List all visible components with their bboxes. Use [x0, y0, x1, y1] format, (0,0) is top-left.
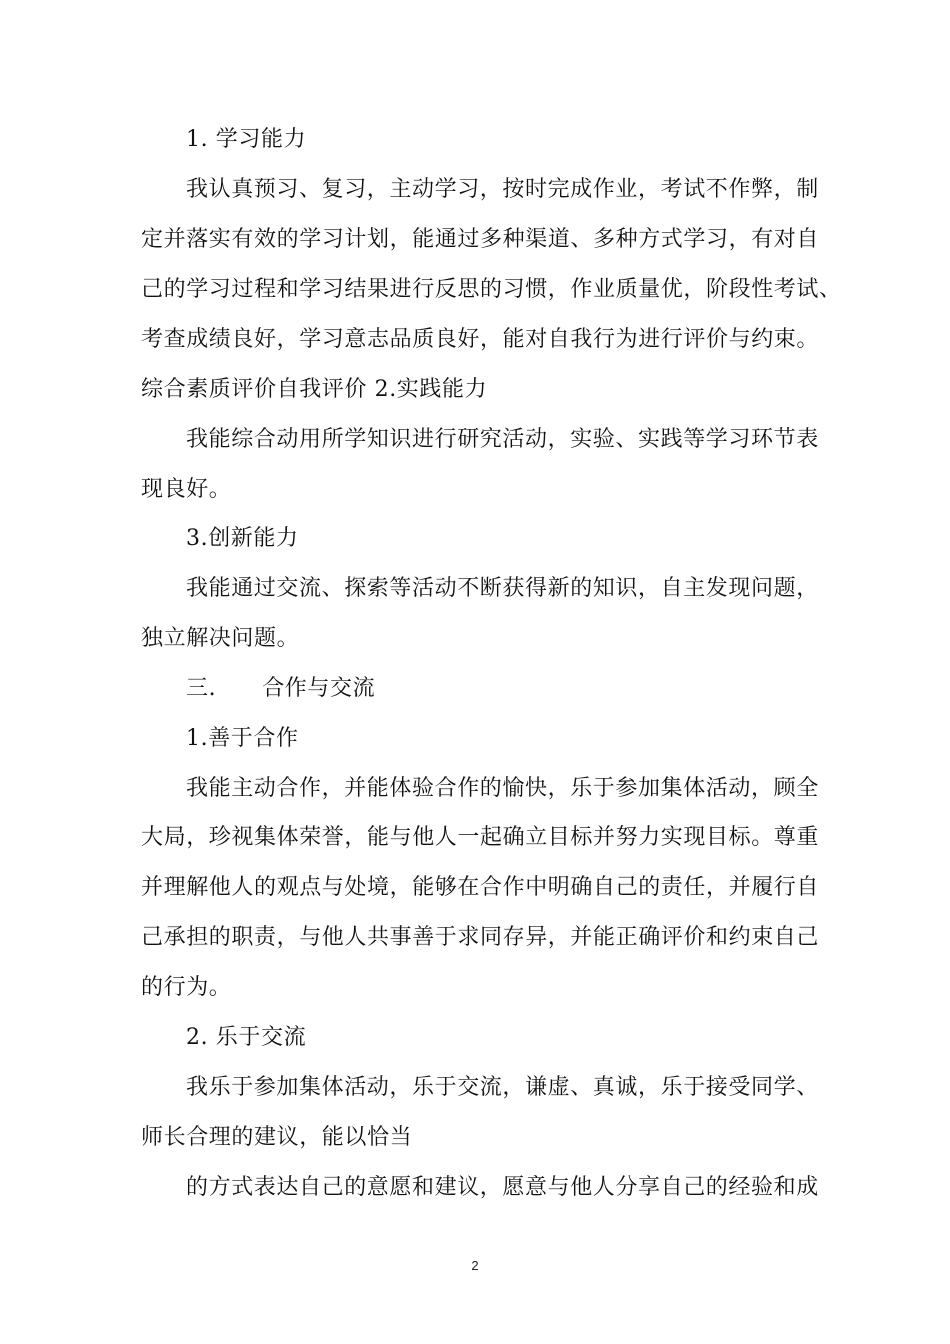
paragraph-line: 综合素质评价自我评价 2.实践能力: [141, 377, 488, 402]
paragraph-line: 考查成绩良好，学习意志品质良好，能对自我行为进行评价与约束。: [141, 327, 820, 352]
paragraph-line: 我能综合动用所学知识进行研究活动，实验、实践等学习环节表: [186, 427, 819, 452]
paragraph-line: 并理解他人的观点与处境，能够在合作中明确自己的责任，并履行自: [141, 875, 820, 900]
paragraph-line: 己承担的职责，与他人共事善于求同存异，并能正确评价和约束自己: [141, 925, 820, 950]
paragraph-line: 大局，珍视集体荣誉，能与他人一起确立目标并努力实现目标。尊重: [141, 825, 820, 850]
paragraph-line: 的方式表达自己的意愿和建议，愿意与他人分享自己的经验和成: [186, 1175, 819, 1200]
heading-innovation-ability: 3.创新能力: [186, 526, 299, 551]
paragraph-line: 我能主动合作，并能体验合作的愉快，乐于参加集体活动，顾全: [186, 776, 819, 801]
heading-learning-ability: 1. 学习能力: [186, 127, 307, 152]
paragraph-line: 我乐于参加集体活动，乐于交流，谦虚、真诚，乐于接受同学、: [186, 1075, 819, 1100]
paragraph-line: 定并落实有效的学习计划，能通过多种渠道、多种方式学习，有对自: [141, 227, 820, 252]
paragraph-line: 独立解决问题。: [141, 626, 300, 651]
heading-cooperation: 1.善于合作: [186, 726, 299, 751]
paragraph-line: 我能通过交流、探索等活动不断获得新的知识，自主发现问题，: [186, 576, 819, 601]
heading-communication: 2. 乐于交流: [186, 1025, 307, 1050]
paragraph-line: 我认真预习、复习，主动学习，按时完成作业，考试不作弊，制: [186, 177, 819, 202]
paragraph-line: 师长合理的建议，能以恰当: [141, 1125, 413, 1150]
section-title: 合作与交流: [262, 676, 376, 701]
section-heading: [186, 674, 375, 704]
page-number: 2: [471, 1258, 479, 1273]
paragraph-line: 己的学习过程和学习结果进行反思的习惯，作业质量优，阶段性考试、: [141, 277, 842, 302]
paragraph-line: 的行为。: [141, 975, 232, 1000]
section-number: 三.: [186, 676, 217, 701]
paragraph-line: 现良好。: [141, 477, 232, 502]
